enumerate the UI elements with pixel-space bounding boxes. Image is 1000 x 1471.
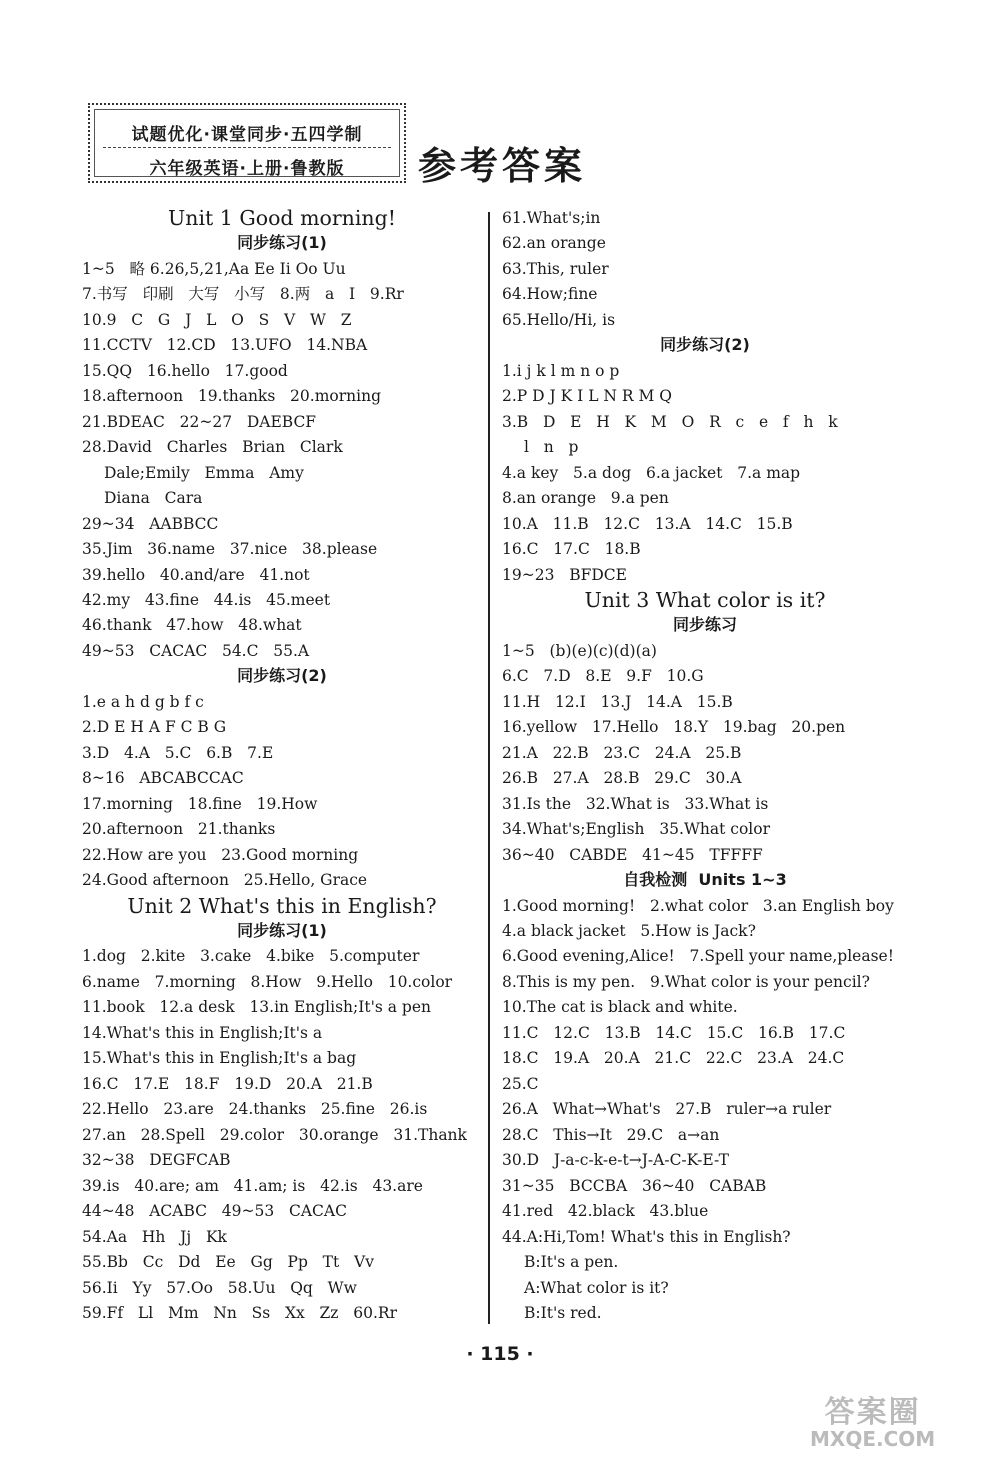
answer-line: 49~53 CACAC 54.C 55.A [82,641,310,660]
answer-line: 22.How are you 23.Good morning [82,845,359,864]
section-heading: 自我检测 Units 1~3 [623,870,787,890]
answer-line: 20.afternoon 21.thanks [82,820,276,839]
answer-line: 26.A What→What's 27.B ruler→a ruler [502,1100,832,1119]
answer-line: 15.What's this in English;It's a bag [82,1049,357,1068]
answer-line: 41.red 42.black 43.blue [502,1202,709,1221]
watermark [810,1395,936,1452]
answer-line: 11.H 12.I 13.J 14.A 15.B [502,692,733,711]
answer-line: 21.BDEAC 22~27 DAEBCF [82,412,317,431]
answer-line: 10.9 C G J L O S V W Z [82,310,352,329]
answer-line: 18.C 19.A 20.A 21.C 22.C 23.A 24.C [502,1049,845,1068]
answer-line: 8~16 ABCABCCAC [82,769,244,788]
answer-line: 31.Is the 32.What is 33.What is [502,794,769,813]
answer-line: l n p [524,438,579,457]
answer-line: 30.D J-a-c-k-e-t→J-A-C-K-E-T [502,1151,729,1170]
answer-line: 8.an orange 9.a pen [502,489,669,508]
answer-line: 7.书写 印刷 大写 小写 8.两 a I 9.Rr [82,285,404,304]
answer-line: 44.A:Hi,Tom! What's this in English? [502,1227,791,1246]
answer-line: 10.The cat is black and white. [502,998,738,1017]
answer-line: 64.How;fine [502,285,598,304]
header-divider [103,147,391,148]
answer-line: 59.Ff Ll Mm Nn Ss Xx Zz 60.Rr [82,1304,397,1322]
answer-line: 11.CCTV 12.CD 13.UFO 14.NBA [82,336,368,355]
answer-line: Diana Cara [104,489,203,508]
answer-line: 6.name 7.morning 8.How 9.Hello 10.color [82,972,453,991]
answer-line: 56.Ii Yy 57.Oo 58.Uu Qq Ww [82,1278,357,1297]
answer-line: 19~23 BFDCE [502,565,627,584]
answer-line: 10.A 11.B 12.C 13.A 14.C 15.B [502,514,793,533]
header-box [88,103,406,183]
answer-line: 46.thank 47.how 48.what [82,616,302,635]
answer-line: 17.morning 18.fine 19.How [82,794,318,813]
answer-line: 34.What's;English 35.What color [502,820,770,839]
answer-line: 65.Hello/Hi, is [502,310,616,329]
answer-line: 14.What's this in English;It's a [82,1023,323,1042]
answer-line: 42.my 43.fine 44.is 45.meet [82,590,331,609]
answer-line: 1~5 略 6.26,5,21,Aa Ee Ii Oo Uu [82,259,346,278]
section-heading: 同步练习(1) [237,233,327,253]
answer-line: 16.yellow 17.Hello 18.Y 19.bag 20.pen [502,718,846,737]
answer-line: 39.is 40.are; am 41.am; is 42.is 43.are [82,1176,423,1195]
answer-line: 39.hello 40.and/are 41.not [82,565,310,584]
answer-line: 6.Good evening,Alice! 7.Spell your name,please! [502,947,894,966]
answer-line: 35.Jim 36.name 37.nice 38.please [82,540,378,559]
answer-line: 31~35 BCCBA 36~40 CABAB [502,1176,767,1195]
answer-line: 22.Hello 23.are 24.thanks 25.fine 26.is [82,1100,428,1119]
answer-line: 21.A 22.B 23.C 24.A 25.B [502,743,742,762]
answer-line: 54.Aa Hh Jj Kk [82,1227,227,1246]
answer-line: 1.e a h d g b f c [82,692,204,711]
answer-line: 3.D 4.A 5.C 6.B 7.E [82,743,274,762]
answer-line: Dale;Emily Emma Amy [104,463,304,482]
header-box-inner [94,109,400,177]
answer-line: 27.an 28.Spell 29.color 30.orange 31.Thank [82,1125,467,1144]
answer-line: 16.C 17.C 18.B [502,540,641,559]
section-heading: 同步练习(1) [237,921,327,941]
book-title: 六年级英语·上册·鲁教版 [149,159,345,179]
column-divider [488,212,490,1324]
answer-line: 11.book 12.a desk 13.in English;It's a pen [82,998,431,1017]
unit-heading: Unit 1 Good morning! [168,206,396,230]
answer-line: 36~40 CABDE 41~45 TFFFF [502,845,763,864]
answer-line: 18.afternoon 19.thanks 20.morning [82,387,381,406]
answer-line: 1.i j k l m n o p [502,361,620,380]
answer-line: 63.This, ruler [502,259,609,278]
answer-line: 2.D E H A F C B G [82,718,227,737]
answer-line: 24.Good afternoon 25.Hello, Grace [82,871,368,890]
unit-heading: Unit 3 What color is it? [584,587,826,612]
answer-line: 44~48 ACABC 49~53 CACAC [82,1202,347,1221]
section-heading: 同步练习(2) [237,666,327,686]
page-title: 参考答案 [418,144,587,188]
series-title: 试题优化·课堂同步·五四学制 [131,125,363,145]
answer-line: 6.C 7.D 8.E 9.F 10.G [502,667,704,686]
answer-line: 28.David Charles Brian Clark [82,438,343,457]
section-heading: 同步练习 [672,615,737,635]
answer-line: B:It's red. [524,1304,602,1322]
answer-line: 4.a black jacket 5.How is Jack? [502,922,756,941]
watermark-logo: 答案圈 [824,1395,921,1430]
answer-line: 11.C 12.C 13.B 14.C 15.C 16.B 17.C [502,1023,846,1042]
answer-line: 4.a key 5.a dog 6.a jacket 7.a map [502,463,801,482]
answer-line: 1~5 (b)(e)(c)(d)(a) [502,641,657,660]
answer-line: 25.C [502,1074,539,1093]
answer-line: 55.Bb Cc Dd Ee Gg Pp Tt Vv [82,1253,374,1272]
answer-line: 8.This is my pen. 9.What color is your pencil? [502,972,870,991]
answer-line: 29~34 AABBCC [82,514,219,533]
answer-line: 61.What's;in [502,209,601,227]
answer-line: B:It's a pen. [524,1253,619,1272]
unit-heading: Unit 2 What's this in English? [127,893,437,918]
page-number: · 115 · [466,1343,534,1365]
watermark-url: MXQE.COM [810,1427,936,1451]
answer-line: 26.B 27.A 28.B 29.C 30.A [502,769,742,788]
answer-line: 15.QQ 16.hello 17.good [82,361,288,380]
answer-line: 62.an orange [502,234,606,253]
answer-line: 1.dog 2.kite 3.cake 4.bike 5.computer [82,947,420,966]
answer-line: A:What color is it? [524,1278,669,1297]
answer-line: 2.P D J K I L N R M Q [502,387,673,406]
answer-line: 16.C 17.E 18.F 19.D 20.A 21.B [82,1074,373,1093]
section-heading: 同步练习(2) [660,335,750,355]
answer-line: 28.C This→It 29.C a→an [502,1125,720,1144]
answer-line: 32~38 DEGFCAB [82,1151,231,1170]
answer-line: 1.Good morning! 2.what color 3.an English boy [502,896,894,915]
answer-line: 3.B D E H K M O R c e f h k [502,412,838,431]
